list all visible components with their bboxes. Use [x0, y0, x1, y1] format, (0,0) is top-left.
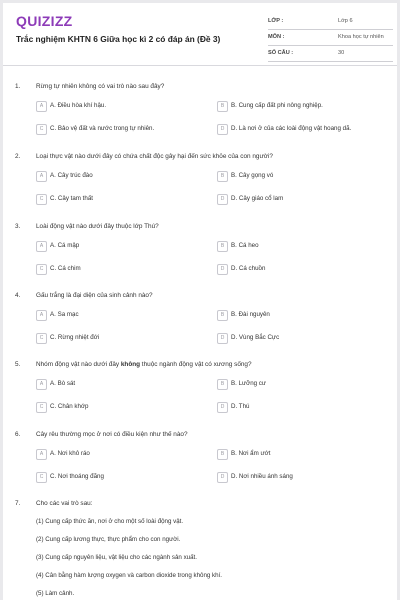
meta-row-subject: [268, 30, 393, 46]
option-text: A. Điều hòa khí hậu.: [50, 102, 107, 109]
question-number: 1.: [15, 83, 21, 90]
option-letter-box: C: [36, 124, 47, 135]
option-letter-box: D: [217, 264, 228, 275]
option-letter-box: D: [217, 472, 228, 483]
statement-1: (1) Cung cấp thức ăn, nơi ở cho một số loài động vật.: [36, 518, 184, 525]
option-letter-box: B: [217, 379, 228, 390]
option-text: C. Rừng nhiệt đới: [50, 334, 100, 341]
option-text: A. Bò sát: [50, 380, 76, 387]
option-letter-box: D: [217, 194, 228, 205]
option-text: C. Cá chim: [50, 265, 81, 272]
option-text: D. Cây giáo cổ lam: [231, 195, 284, 202]
question-text: Loài động vật nào dưới đây thuộc lớp Thú?: [36, 223, 159, 230]
worksheet-page: [3, 3, 397, 600]
option-text: A. Sa mạc: [50, 311, 79, 318]
option-text: B. Cây gọng vó: [231, 172, 274, 179]
quizizz-logo: QUIZIZZ: [16, 13, 73, 29]
option-text: B. Cá heo: [231, 242, 259, 249]
worksheet-header: [3, 3, 397, 65]
option-text: D. Vùng Bắc Cực: [231, 334, 280, 341]
option-letter-box: A: [36, 171, 47, 182]
question-number: 3.: [15, 223, 21, 230]
question-number: 5.: [15, 361, 21, 368]
statement-5: (5) Làm cảnh.: [36, 590, 75, 597]
meta-label: MÔN :: [268, 34, 285, 40]
option-text: A. Cây trúc đào: [50, 172, 93, 179]
question-text: [36, 361, 252, 368]
option-letter-box: A: [36, 449, 47, 460]
question-text: Gấu trắng là đại diện của sinh cảnh nào?: [36, 292, 153, 299]
option-letter-box: D: [217, 124, 228, 135]
question-text: Rừng tự nhiên không có vai trò nào sau đây?: [36, 83, 165, 90]
option-letter-box: D: [217, 402, 228, 413]
option-text: C. Cây tam thất: [50, 195, 93, 202]
option-letter-box: C: [36, 264, 47, 275]
question-text: Cây rêu thường mọc ở nơi có điều kiện như thế nào?: [36, 431, 188, 438]
option-letter-box: A: [36, 310, 47, 321]
option-letter-box: C: [36, 402, 47, 413]
option-letter-box: C: [36, 472, 47, 483]
option-letter-box: B: [217, 171, 228, 182]
question-text-emphasis: không: [120, 361, 141, 368]
option-letter-box: C: [36, 333, 47, 344]
option-letter-box: C: [36, 194, 47, 205]
statement-3: (3) Cung cấp nguyên liệu, vật liệu cho các ngành sản xuất.: [36, 554, 197, 561]
meta-label: LỚP :: [268, 18, 284, 24]
option-letter-box: A: [36, 101, 47, 112]
question-number: 7.: [15, 500, 21, 507]
option-text: C. Bảo vệ đất và nước trong tự nhiên.: [50, 125, 155, 132]
option-letter-box: B: [217, 310, 228, 321]
statement-2: (2) Cung cấp lương thực, thực phẩm cho con người.: [36, 536, 181, 543]
option-text: D. Cá chuồn: [231, 265, 266, 272]
statement-4: (4) Cân bằng hàm lượng oxygen và carbon dioxide trong không khí.: [36, 572, 223, 579]
option-letter-box: B: [217, 101, 228, 112]
question-number: 2.: [15, 153, 21, 160]
option-text: D. Là nơi ở của các loài động vật hoang dã.: [231, 125, 352, 132]
question-text-part: Nhóm động vật nào dưới đây: [36, 361, 121, 368]
option-letter-box: A: [36, 241, 47, 252]
option-text: A. Nơi khô ráo: [50, 450, 90, 457]
option-text: D. Nơi nhiều ánh sáng: [231, 473, 293, 480]
option-letter-box: B: [217, 449, 228, 460]
question-text-part: thuộc ngành động vật có xương sống?: [140, 361, 252, 368]
option-text: C. Nơi thoáng đãng: [50, 473, 104, 480]
option-text: B. Nơi ẩm ướt: [231, 450, 271, 457]
worksheet-meta: [268, 14, 393, 62]
option-letter-box: D: [217, 333, 228, 344]
header-divider: [3, 65, 397, 66]
question-number: 4.: [15, 292, 21, 299]
meta-row-class: [268, 14, 393, 30]
option-text: C. Chân khớp: [50, 403, 89, 410]
option-text: B. Đài nguyên: [231, 311, 270, 318]
question-text: Loại thực vật nào dưới đây có chứa chất độc gây hại đến sức khỏe của con người?: [36, 153, 273, 160]
question-number: 6.: [15, 431, 21, 438]
meta-value: Khoa học tự nhiên: [338, 34, 384, 40]
option-text: A. Cá mập: [50, 242, 80, 249]
meta-row-count: [268, 46, 393, 62]
meta-value: 30: [338, 50, 345, 56]
worksheet-title: Trắc nghiệm KHTN 6 Giữa học kì 2 có đáp án (Đề 3): [16, 34, 221, 44]
option-text: B. Lưỡng cư: [231, 380, 267, 387]
option-letter-box: B: [217, 241, 228, 252]
option-text: B. Cung cấp đất phi nông nghiệp.: [231, 102, 323, 109]
option-text: D. Thú: [231, 403, 250, 410]
question-text: Cho các vai trò sau:: [36, 500, 93, 507]
option-letter-box: A: [36, 379, 47, 390]
meta-value: Lớp 6: [338, 18, 353, 24]
meta-label: SỐ CÂU :: [268, 50, 294, 56]
